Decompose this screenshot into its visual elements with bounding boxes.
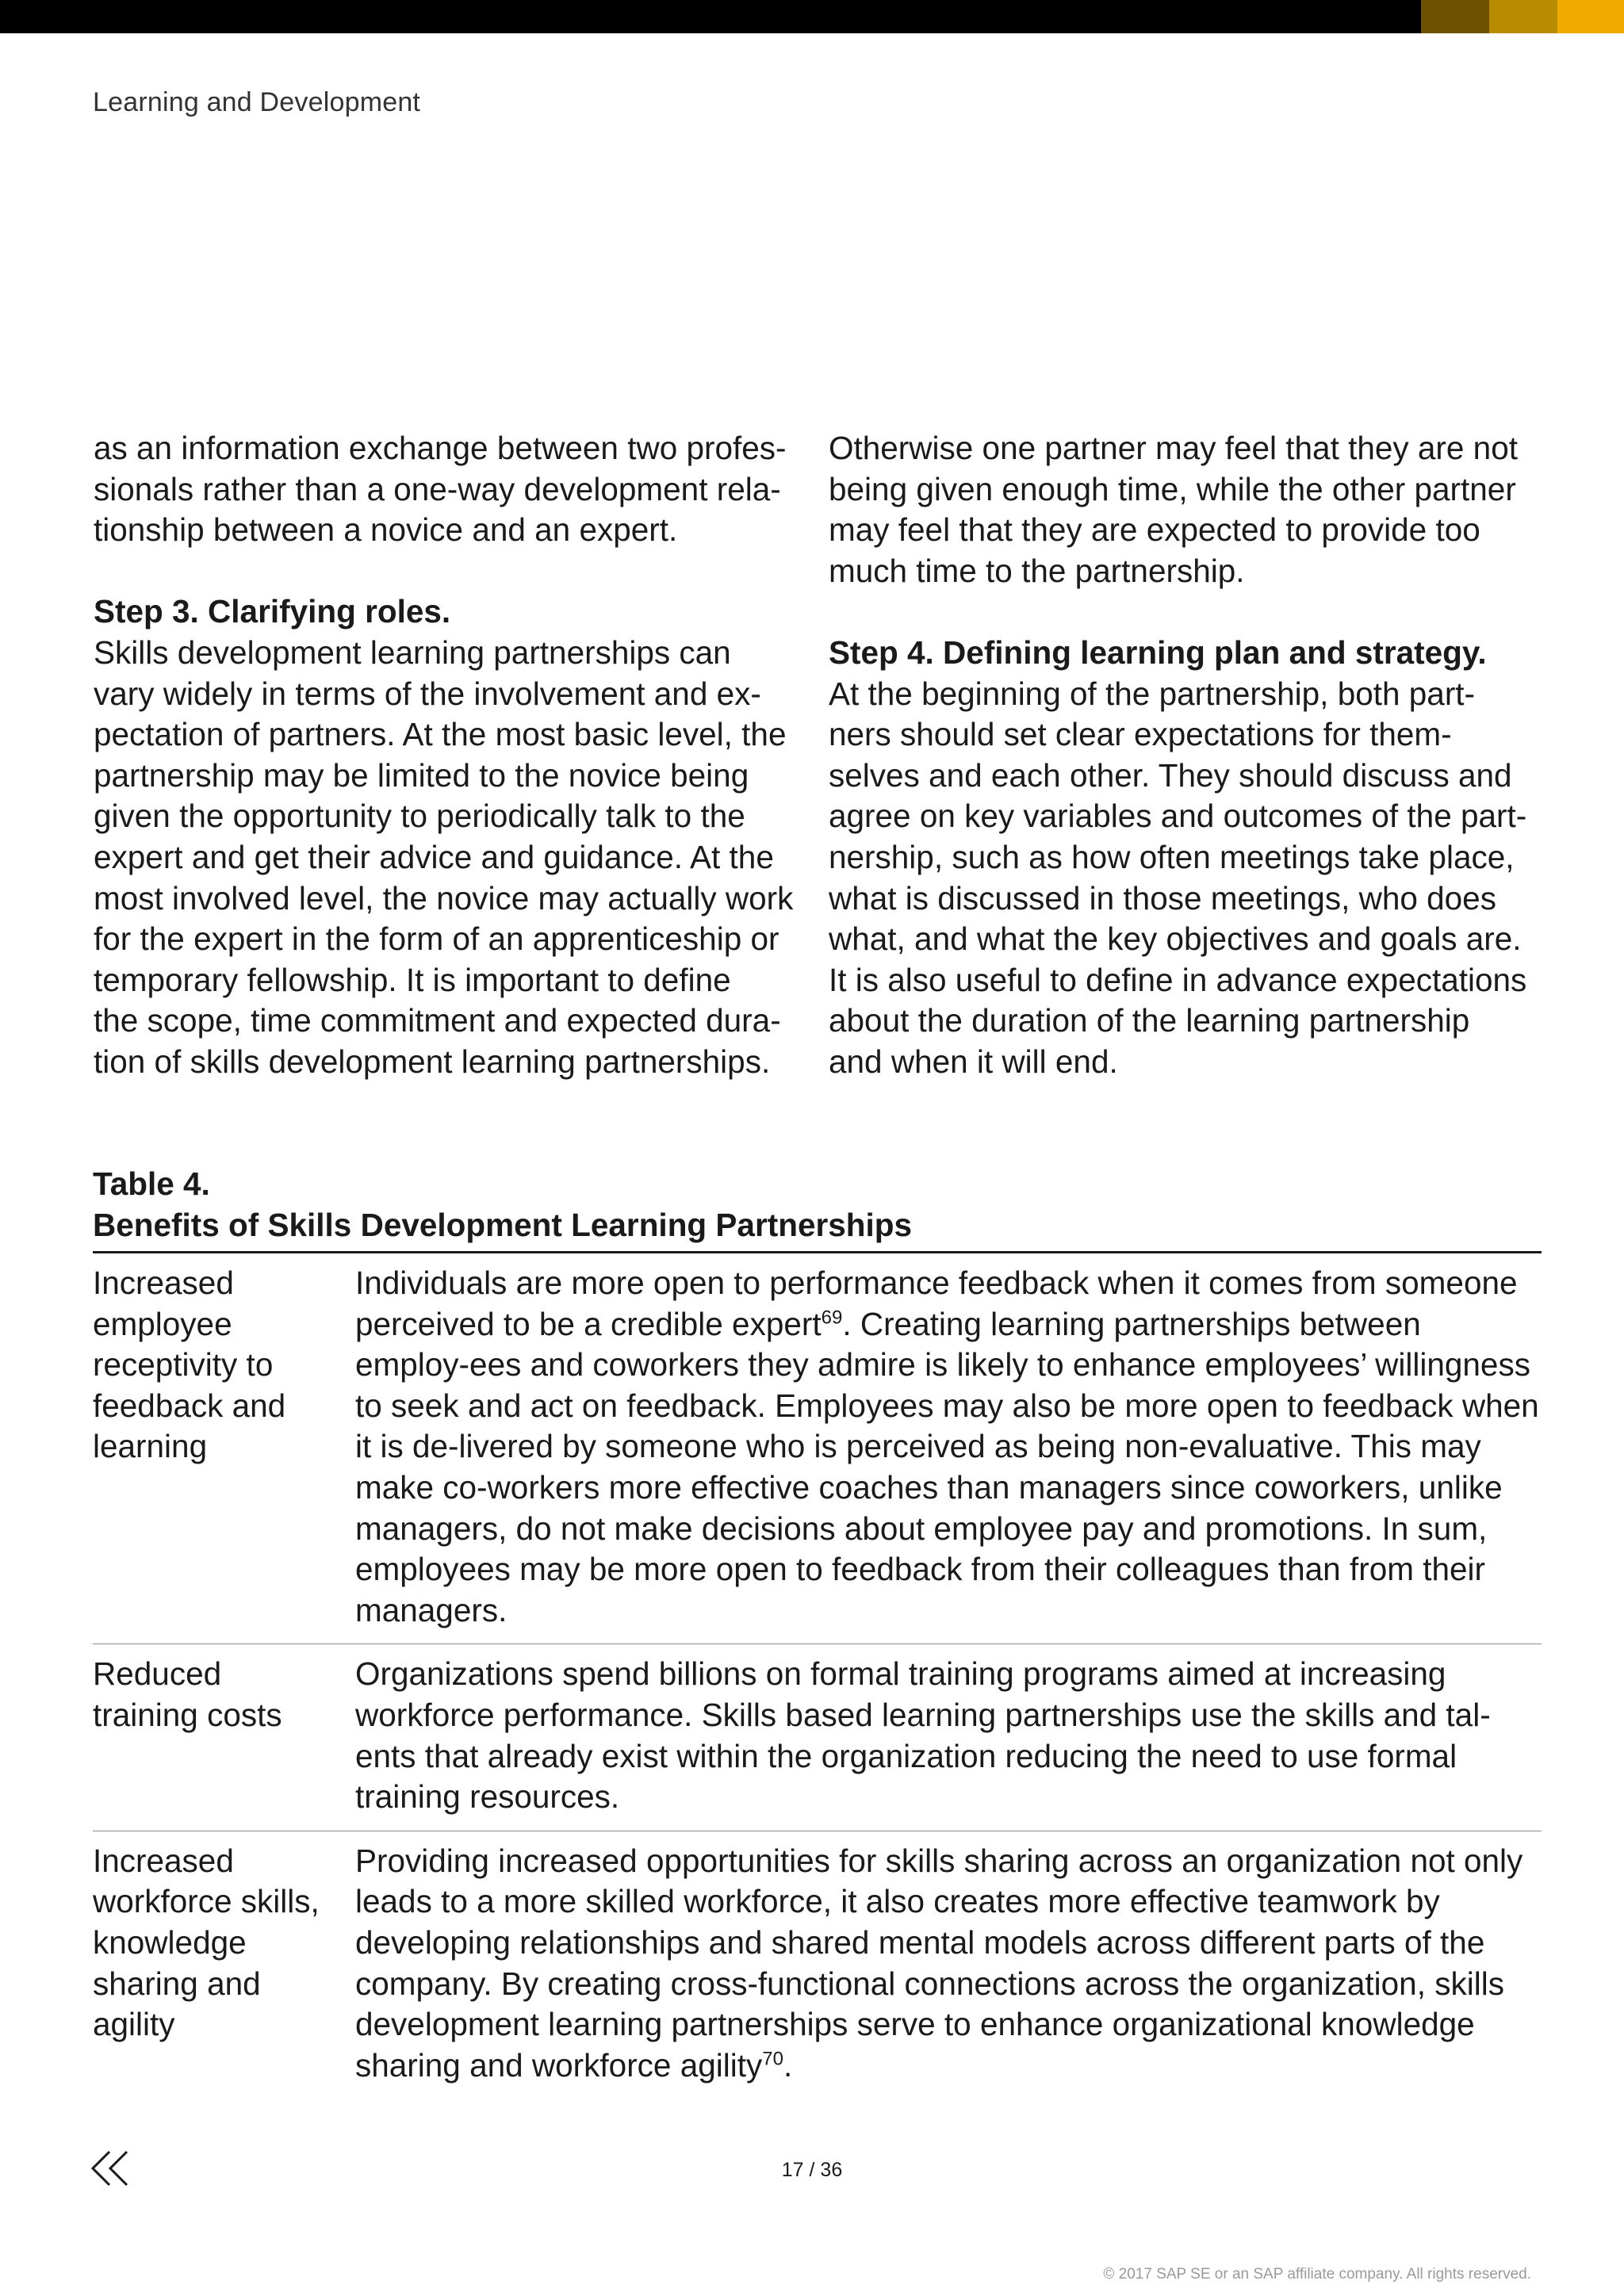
paragraph-spacer [94,551,799,592]
page-number: 17 / 36 [781,2159,843,2181]
row-label-line: receptivity to [93,1346,274,1383]
right-intro-line: being given enough time, while the other partner [829,470,1516,507]
table-caption [93,1163,912,1246]
row-label [93,1654,355,1817]
row-label [93,1841,355,2087]
right-column [829,428,1546,1083]
step4-line: It is also useful to define in advance expectations [829,961,1527,998]
step3-line: vary widely in terms of the involvement and ex- [94,675,761,712]
running-header: Learning and Development [93,87,421,117]
brand-bar-segment-mid [1489,0,1557,33]
table-row [93,1253,1542,1644]
left-column [94,428,799,1083]
row-description-text: . Creating learning partnerships between employ-ees and coworkers they admire is likely to enhance employees’ willingness to seek and act on feedback. Employees may also be more open to feedback when it is de-livered by someone who is perceived as being non-evaluative. This may make co-workers more effective coaches than managers since coworkers, unlike managers, do not make decisions about employee pay and promotions. In sum, employees may be more open to feedback from their colleagues than from their managers. [355,1305,1539,1628]
step3-line: expert and get their advice and guidance. At the [94,838,774,875]
step3-line: for the expert in the form of an apprenticeship or [94,920,779,958]
row-description-text: Individuals are more open to performance feedback when it comes from someone perceived to be a credible expert [355,1265,1518,1342]
footnote-reference: 70 [762,2048,783,2070]
step3-line: most involved level, the novice may actually work [94,879,794,916]
step3-line: partnership may be limited to the novice being [94,756,749,794]
right-intro-line: may feel that they are expected to provide too [829,511,1480,549]
step4-line: what, and what the key objectives and goals are. [829,920,1522,958]
step4-line: selves and each other. They should discuss and [829,756,1512,794]
left-intro-line: as an information exchange between two profes- [94,430,787,466]
benefits-table [93,1251,1542,2099]
step3-line: the scope, time commitment and expected dura- [94,1002,781,1039]
step3-heading: Step 3. Clarifying roles. [94,593,451,630]
step4-line: what is discussed in those meetings, who does [829,879,1496,916]
step4-line: about the duration of the learning partnership [829,1002,1470,1039]
row-label-line: training costs [93,1696,282,1733]
row-description-text: Organizations spend billions on formal training programs aimed at increasing workforce performance. Skills based learning partnerships use the skills and tal-ents that already exist within the organization reducing the need to use formal training resources. [355,1655,1491,1816]
step4-line: At the beginning of the partnership, both part- [829,675,1476,712]
row-description [355,1654,1542,1817]
left-intro-line: tionship between a novice and an expert. [94,511,678,549]
row-label-line: workforce skills, [93,1883,320,1920]
right-intro-line: much time to the partnership. [829,552,1245,589]
table-row [93,1831,1542,2099]
step3-line: given the opportunity to periodically talk to the [94,798,745,835]
step4-heading: Step 4. Defining learning plan and strategy. [829,633,1487,671]
row-label [93,1263,355,1631]
left-intro-line: sionals rather than a one-way development rela- [94,470,781,507]
row-label-line: employee [93,1305,232,1342]
row-label-line: Increased [93,1842,234,1879]
step3-line: temporary fellowship. It is important to define [94,961,731,998]
footnote-reference: 69 [821,1307,843,1329]
row-label-line: learning [93,1428,208,1465]
row-description-text: Providing increased opportunities for skills sharing across an organization not only leads to a more skilled workforce, it also creates more effective teamwork by developing relationships and shared mental models across different parts of the company. By creating cross-functional connections across the organization, skills development learning partnerships serve to enhance organizational knowledge sharing and workforce agility [355,1842,1523,2084]
step3-line: pectation of partners. At the most basic level, the [94,716,787,753]
copyright-notice: © 2017 SAP SE or an SAP affiliate company. All rights reserved. [1103,2266,1531,2283]
row-label-line: knowledge [93,1923,247,1961]
table-caption-title: Benefits of Skills Development Learning Partnerships [93,1207,913,1243]
row-label-line: Increased [93,1265,234,1301]
brand-bar-segment-dark [1421,0,1489,33]
row-label-line: agility [93,2006,175,2043]
table-caption-label: Table 4. [93,1165,210,1202]
top-brand-bar [0,0,1624,33]
step4-line: nership, such as how often meetings take place, [829,838,1515,875]
row-label-line: sharing and [93,1965,261,2002]
brand-bar-segment-gold [1557,0,1624,33]
step4-line: agree on key variables and outcomes of the part- [829,798,1527,835]
step3-line: tion of skills development learning partnerships. [94,1043,771,1080]
row-description [355,1841,1542,2087]
row-label-line: feedback and [93,1387,286,1424]
step4-line: ners should set clear expectations for them- [829,716,1452,753]
step3-line: Skills development learning partnerships can [94,633,731,671]
row-label-line: Reduced [93,1655,222,1693]
row-description-text: . [783,2046,793,2084]
paragraph-spacer [829,591,1546,633]
table-row [93,1644,1542,1830]
row-description [355,1263,1542,1631]
step4-line: and when it will end. [829,1043,1118,1080]
right-intro-line: Otherwise one partner may feel that they are not [829,430,1518,466]
